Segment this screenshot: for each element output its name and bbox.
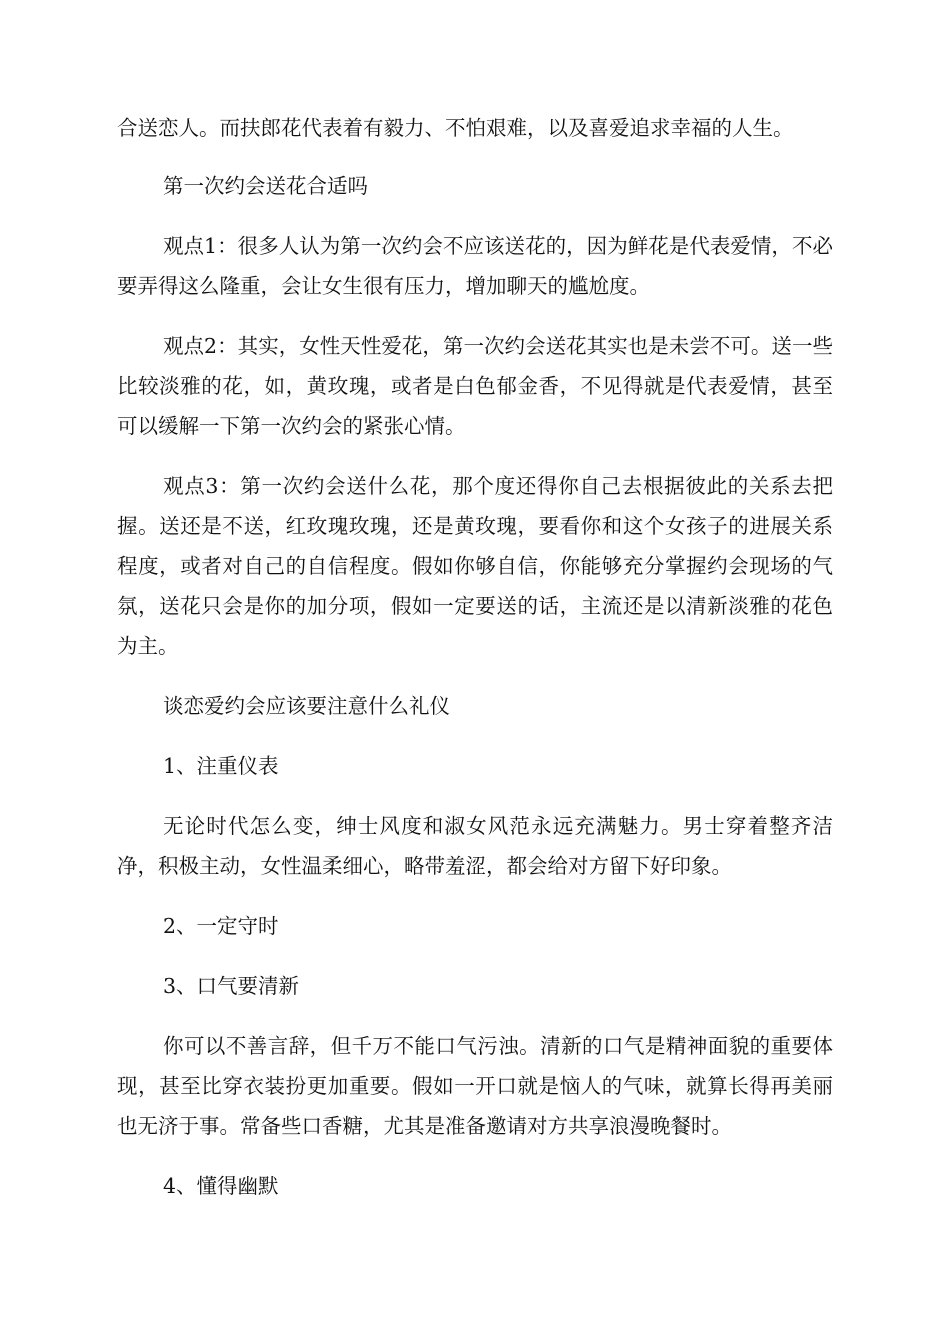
list-item-heading-humor: 4、懂得幽默 [163, 1174, 279, 1198]
section-heading-first-date-flowers: 第一次约会送花合适吗 [163, 174, 368, 198]
paragraph-fresh-breath: 你可以不善言辞，但千万不能口气污浊。清新的口气是精神面貌的重要体现，甚至比穿衣装扮更加重要。假如一开口就是恼人的气味，就算长得再美丽也无济于事。常备些口香糖，尤其是准备邀请对方共享浪漫晚餐时。 [117, 1034, 833, 1138]
paragraph-continuation: 合送恋人。而扶郎花代表着有毅力、不怕艰难，以及喜爱追求幸福的人生。 [117, 116, 794, 140]
list-item-heading-punctuality: 2、一定守时 [163, 914, 279, 938]
paragraph-appearance: 无论时代怎么变，绅士风度和淑女风范永远充满魅力。男士穿着整齐洁净，积极主动，女性温柔细心，略带羞涩，都会给对方留下好印象。 [117, 814, 833, 878]
list-item-heading-appearance: 1、注重仪表 [163, 754, 279, 778]
paragraph-viewpoint-1: 观点1：很多人认为第一次约会不应该送花的，因为鲜花是代表爱情，不必要弄得这么隆重，会让女生很有压力，增加聊天的尴尬度。 [117, 234, 833, 298]
paragraph-viewpoint-2: 观点2：其实，女性天性爱花，第一次约会送花其实也是未尝不可。送一些比较淡雅的花，如，黄玫瑰，或者是白色郁金香，不见得就是代表爱情，甚至可以缓解一下第一次约会的紧张心情。 [117, 334, 833, 438]
document-body [117, 108, 833, 1226]
paragraph-viewpoint-3: 观点3：第一次约会送什么花，那个度还得你自己去根据彼此的关系去把握。送还是不送，红玫瑰玫瑰，还是黄玫瑰，要看你和这个女孩子的进展关系程度，或者对自己的自信程度。假如你够自信，你能够充分掌握约会现场的气氛，送花只会是你的加分项，假如一定要送的话，主流还是以清新淡雅的花色为主。 [117, 474, 833, 658]
list-item-heading-fresh-breath: 3、口气要清新 [163, 974, 300, 998]
section-heading-dating-etiquette: 谈恋爱约会应该要注意什么礼仪 [163, 694, 450, 718]
